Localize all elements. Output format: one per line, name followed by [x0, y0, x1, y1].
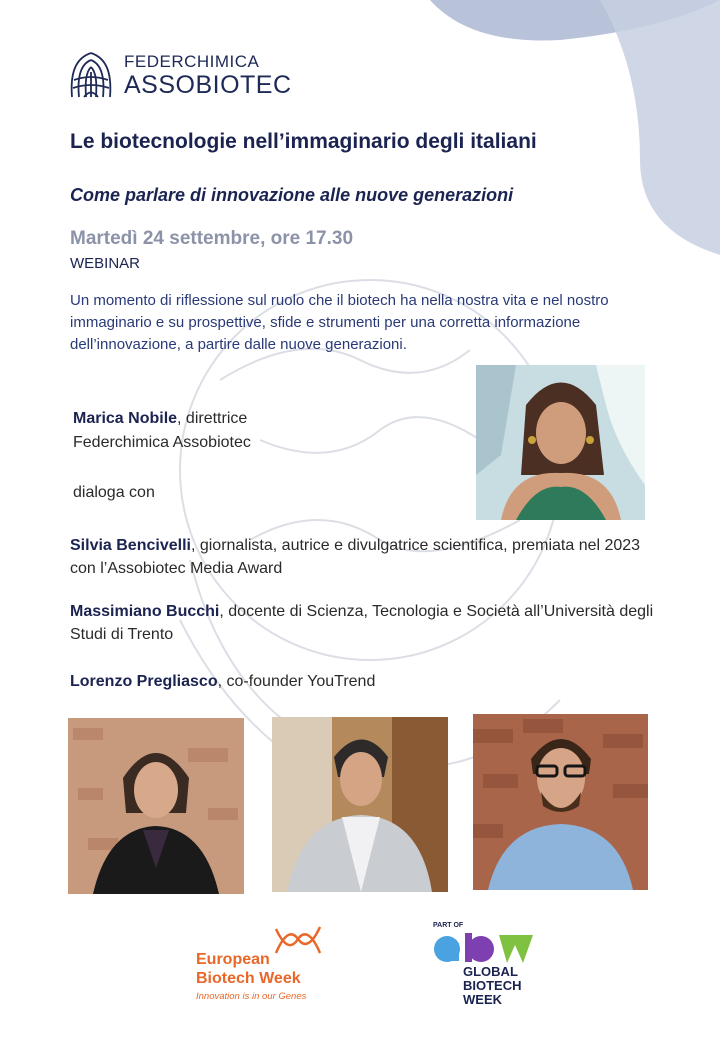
event-title: Le biotecnologie nell’immaginario degli italiani	[70, 130, 537, 153]
guest-2-name: Massimiano Bucchi	[70, 603, 220, 620]
host-name: Marica Nobile	[73, 410, 178, 427]
ebw-line2: Biotech Week	[196, 970, 301, 987]
gbw-line2: BIOTECH	[463, 978, 522, 993]
event-format: WEBINAR	[70, 255, 141, 272]
gbw-line1: GLOBAL	[463, 964, 518, 979]
dna-helix-icon	[274, 923, 322, 957]
brand-name-line2: ASSOBIOTEC	[124, 70, 292, 99]
gbw-line3: WEEK	[463, 992, 502, 1007]
federchimica-logo	[66, 50, 292, 100]
guest-1	[70, 534, 660, 580]
host-block	[73, 407, 251, 455]
guest-1-name: Silvia Bencivelli	[70, 537, 191, 554]
gbw-part-of: PART OF	[433, 922, 464, 929]
ebw-line1: European	[196, 951, 270, 968]
event-subtitle: Come parlare di innovazione alle nuove generazioni	[70, 185, 514, 205]
guest-2-photo	[272, 717, 448, 892]
guest-1-photo	[68, 718, 244, 894]
event-date: Martedì 24 settembre, ore 17.30	[70, 228, 354, 249]
host-photo	[476, 365, 645, 520]
guest-3-photo	[473, 714, 648, 890]
dialoga-con: dialoga con	[73, 484, 155, 501]
guest-3	[70, 670, 660, 693]
guest-3-role: , co-founder YouTrend	[217, 673, 376, 690]
ebw-tagline: Innovation is in our Genes	[196, 991, 307, 1002]
global-biotech-week-logo	[433, 919, 543, 1014]
host-organization: Federchimica Assobiotec	[73, 434, 251, 451]
event-intro: Un momento di riflessione sul ruolo che il biotech ha nella nostra vita e nel nostro immaginario e su prospettive, sfide e strumenti per una corretta informazione dell’innovazione, a partire dalle nuove generazioni.	[70, 292, 609, 353]
guest-2-role: , docente di Scienza, Tecnologia e Società all’Università degli Studi di Trento	[70, 603, 654, 643]
host-role: , direttrice	[177, 410, 248, 427]
guest-3-name: Lorenzo Pregliasco	[70, 673, 218, 690]
guest-1-role: , giornalista, autrice e divulgatrice scientifica, premiata nel 2023 con l’Assobiotec Media Award	[70, 537, 641, 577]
european-biotech-week-logo	[196, 923, 336, 1007]
federchimica-emblem-icon	[66, 50, 116, 100]
gbw-emblem-icon	[433, 929, 537, 969]
brand-name-line1: FEDERCHIMICA	[124, 51, 260, 71]
guest-2	[70, 600, 660, 646]
